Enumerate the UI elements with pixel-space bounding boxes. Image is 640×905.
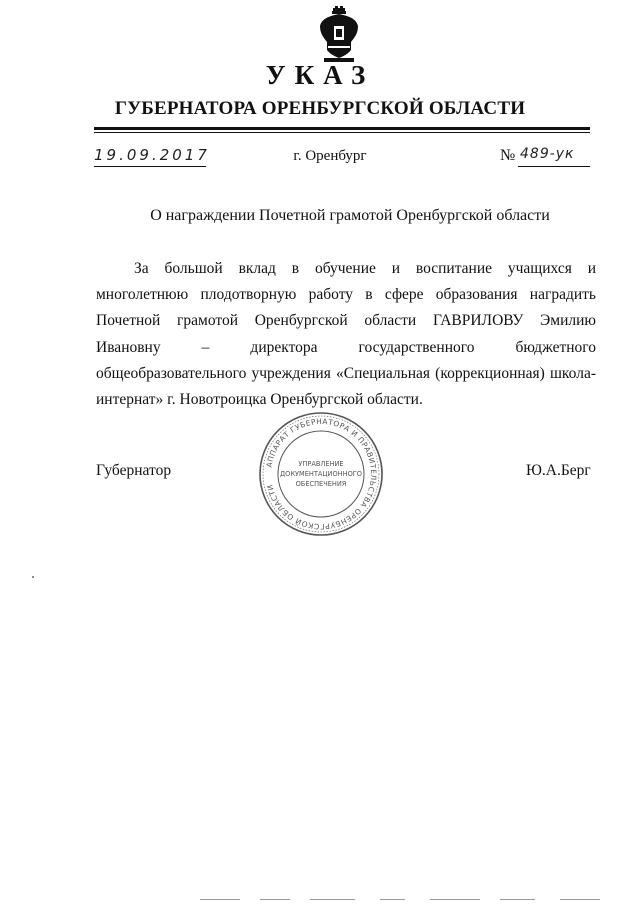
number-underline [518,166,590,167]
document-number: 489-ук [520,146,575,162]
document-subject: О награждении Почетной грамотой Оренбургской области [150,207,550,224]
signer-name: Ю.А.Берг [526,462,591,479]
document-type-title: УКАЗ [265,60,375,90]
official-seal-icon [257,410,385,538]
date-underline [94,166,206,167]
footer-scan-marks [200,898,620,901]
issuer-title: ГУБЕРНАТОРА ОРЕНБУРГСКОЙ ОБЛАСТИ [114,98,526,119]
date-value: 19.09.2017 [94,146,210,164]
seal-outer-text: АППАРАТ ГУБЕРНАТОРА И ПРАВИТЕЛЬСТВА ОРЕНБУРГСКОЙ ОБЛАСТИ [264,416,379,532]
header-rule-thick [94,127,590,130]
city-label: г. Оренбург [293,148,367,164]
seal-inner-line-1: УПРАВЛЕНИЕ [298,460,344,468]
seal-inner-line-3: ОБЕСПЕЧЕНИЯ [295,480,347,488]
number-sign: № [500,147,516,164]
scan-speck [32,576,34,578]
signer-position: Губернатор [96,462,172,479]
coat-of-arms-icon [318,6,360,64]
seal-inner-line-2: ДОКУМЕНТАЦИОННОГО [280,470,362,478]
body-paragraph: За большой вклад в обучение и воспитание учащихся и многолетнюю плодотворную работу в сфере образования наградить Почетной грамотой Оренбургской области ГАВРИЛОВУ Эмилию Ивановну – директора государственного бюджетного общеобразовательного учреждения «Специальная (коррекционная) школа-интернат» г. Новотроицка Оренбургской области. [96,260,596,409]
header-rule-thin [94,132,590,133]
